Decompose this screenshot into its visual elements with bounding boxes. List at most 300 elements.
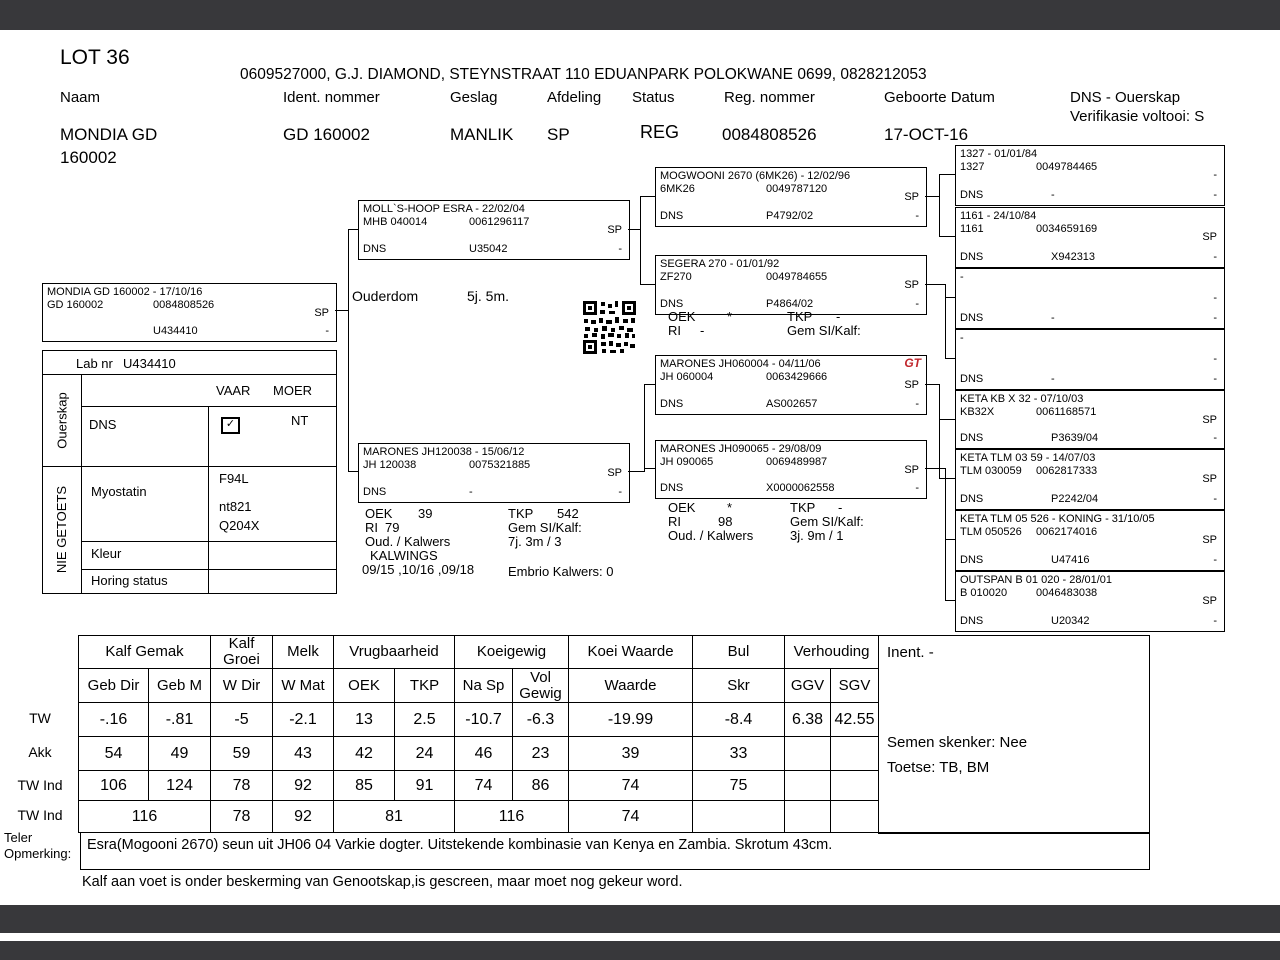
ebv-col-header: TKP [395, 669, 455, 703]
ebv-col-header: Skr [693, 669, 785, 703]
ebv-value-cell: 42.55 [831, 703, 879, 737]
ebv-value-cell: 106 [79, 771, 149, 801]
animal-section: SP [1202, 534, 1217, 546]
dash: - [915, 298, 919, 311]
ebv-group-header: Verhouding [785, 636, 879, 669]
dash: - [325, 325, 329, 338]
ebv-value-cell: 2.5 [395, 703, 455, 737]
animal-section: SP [1202, 231, 1217, 243]
ebv-value-cell: 54 [79, 737, 149, 771]
table-row [79, 737, 879, 771]
animal-section: SP [607, 224, 622, 236]
dns-value: - [469, 486, 473, 499]
ebv-row-label-twind: TW Ind [17, 777, 63, 793]
dns-row-label: DNS [89, 417, 117, 432]
ebv-value-cell: -10.7 [455, 703, 513, 737]
ebv-value-cell: 116 [79, 801, 211, 833]
pedigree-connector-line [349, 471, 358, 472]
pedigree-connector-line [348, 229, 349, 472]
dns-value: X942313 [1051, 251, 1096, 264]
dns-value: P2242/04 [1051, 493, 1099, 506]
ebv-value-cell: 78 [211, 801, 273, 833]
status-value: REG [640, 122, 680, 142]
side-info-panel [878, 635, 1150, 834]
gp4-tkp-label: TKP [790, 500, 816, 515]
geboorte-label: Geboorte Datum [884, 89, 995, 106]
dam-oek-value: 39 [418, 506, 433, 521]
table-row [79, 669, 879, 703]
check-icon: ✓ [225, 418, 236, 430]
reg-value: 0084808526 [722, 125, 817, 144]
teler-label-line2: Opmerking: [4, 846, 72, 862]
gp4-ri-value: 98 [718, 514, 733, 529]
animal-id: GD 160002 [47, 299, 104, 311]
dash: - [1213, 493, 1217, 506]
pedigree-connector-line [940, 419, 955, 420]
lot-number: LOT 36 [60, 46, 130, 69]
pedigree-connector-line [945, 468, 946, 601]
ebv-value-cell: 74 [569, 771, 693, 801]
lab-nr-value: U434410 [123, 356, 176, 371]
verifikasie-label: Verifikasie voltooi: S [1070, 108, 1205, 125]
afdeling-label: Afdeling [547, 89, 602, 106]
dns-label: DNS [960, 432, 984, 445]
ebv-value-cell: 92 [273, 771, 334, 801]
gp2-tkp-value: - [836, 309, 841, 324]
dns-label: DNS [960, 615, 984, 628]
subject-animal-box [42, 283, 337, 342]
ebv-value-cell: -19.99 [569, 703, 693, 737]
animal-id: TLM 050526 [960, 526, 1022, 538]
ggp-box-6 [955, 449, 1225, 510]
pedigree-connector-line [628, 471, 644, 472]
ggp-box-4 [955, 329, 1225, 390]
animal-reg-number: 0062817333 [1036, 465, 1098, 477]
pedigree-connector-line [335, 310, 348, 311]
ouderdom-label: Ouderdom [352, 288, 419, 304]
ebv-value-cell: 24 [395, 737, 455, 771]
nie-getoets-text: NIE GETOETS [54, 485, 70, 574]
ouerskap-text: Ouerskap [54, 391, 70, 449]
gp2-gem-label: Gem SI/Kalf: [787, 323, 861, 338]
ebv-col-header: Waarde [569, 669, 693, 703]
ebv-value-cell: -.16 [79, 703, 149, 737]
ebv-value-cell [831, 737, 879, 771]
pedigree-connector-line [640, 196, 641, 285]
pedigree-connector-line [946, 600, 955, 601]
table-row [79, 703, 879, 737]
table-row [79, 801, 879, 833]
gp2-ri-label: RI [668, 323, 681, 338]
animal-section: SP [904, 191, 919, 203]
dns-value: - [1051, 312, 1055, 325]
dam-ri-label: RI [365, 520, 378, 535]
pedigree-connector-line [925, 196, 939, 197]
gp2-oek-value: * [727, 309, 733, 324]
animal-title: MARONES JH120038 - 15/06/12 [363, 446, 525, 458]
pedigree-connector-line [940, 174, 955, 175]
dns-value: P4864/02 [766, 298, 814, 311]
afdeling-value: SP [547, 125, 570, 144]
geboorte-value: 17-OCT-16 [884, 125, 969, 144]
dam-embrio-note: Embrio Kalwers: 0 [508, 564, 614, 579]
dna-lab-table [42, 350, 337, 594]
ebv-value-cell: 124 [149, 771, 211, 801]
ouerskap-section-label [43, 374, 81, 466]
pedigree-connector-line [945, 284, 946, 359]
ebv-col-header: Geb M [149, 669, 211, 703]
ebv-value-cell: 42 [334, 737, 395, 771]
pedigree-connector-line [946, 297, 955, 298]
dns-label: DNS [960, 251, 984, 264]
pedigree-connector-line [940, 236, 955, 237]
ebv-group-header: Koei Waarde [569, 636, 693, 669]
naam-value-2: 160002 [60, 148, 117, 167]
ggp-box-2 [955, 207, 1225, 268]
dash: - [915, 482, 919, 495]
ebv-row-label-akk: Akk [28, 744, 52, 760]
ggp-box-7 [955, 510, 1225, 571]
table-row [79, 636, 879, 669]
animal-title: OUTSPAN B 01 020 - 28/01/01 [960, 574, 1113, 586]
ebv-row-label-tw: TW [29, 710, 51, 726]
dns-label: DNS [660, 398, 684, 411]
dash: - [1213, 189, 1217, 202]
ebv-value-cell: 59 [211, 737, 273, 771]
ebv-value-cell: 116 [455, 801, 569, 833]
ebv-value-cell: 92 [273, 801, 334, 833]
dns-value: U47416 [1051, 554, 1090, 567]
dns-value: AS002657 [766, 398, 818, 411]
animal-reg-number: 0063429666 [766, 371, 828, 383]
animal-reg-number: 0062174016 [1036, 526, 1098, 538]
animal-section: SP [1202, 595, 1217, 607]
dam-tkp-label: TKP [508, 506, 534, 521]
ebv-value-cell: -8.4 [693, 703, 785, 737]
ebv-value-cell: 91 [395, 771, 455, 801]
ebv-group-header: Melk [273, 636, 334, 669]
ebv-value-cell: 43 [273, 737, 334, 771]
animal-id: B 010020 [960, 587, 1008, 599]
animal-section: SP [904, 464, 919, 476]
animal-id: ZF270 [660, 271, 692, 283]
inent-label: Inent. - [887, 644, 934, 661]
sire-box [358, 200, 630, 260]
gt-brand-icon: GT [904, 356, 921, 370]
dns-label: DNS [960, 189, 984, 202]
dash: - [1213, 554, 1217, 567]
animal-reg-number: 0061296117 [469, 216, 530, 228]
dns-value: - [1051, 373, 1055, 386]
dash: - [1213, 312, 1217, 325]
kleur-label: Kleur [91, 546, 122, 561]
geslag-label: Geslag [450, 89, 498, 106]
ebv-col-header: SGV [831, 669, 879, 703]
ebv-value-cell: 33 [693, 737, 785, 771]
gp-box-dam-sire [655, 355, 927, 415]
gp-box-sire-sire [655, 167, 927, 227]
pedigree-connector-line [641, 284, 655, 285]
semen-skenker-label: Semen skenker: Nee [887, 734, 1028, 751]
dns-value: U20342 [1051, 615, 1090, 628]
ebv-value-cell: 74 [569, 801, 693, 833]
dns-label: DNS [960, 554, 984, 567]
pedigree-connector-line [946, 539, 955, 540]
gp4-oek-label: OEK [668, 500, 696, 515]
top-bar [0, 0, 1280, 30]
animal-section: SP [904, 279, 919, 291]
dns-value: P3639/04 [1051, 432, 1099, 445]
pedigree-connector-line [939, 174, 940, 237]
dns-label: DNS [660, 298, 684, 311]
animal-id: TLM 030059 [960, 465, 1022, 477]
ebv-value-cell: 6.38 [785, 703, 831, 737]
ebv-value-cell: 85 [334, 771, 395, 801]
animal-id: JH 120038 [363, 459, 417, 471]
gp2-ri-value: - [700, 323, 705, 338]
ebv-table [78, 635, 879, 833]
animal-section: SP [904, 379, 919, 391]
animal-reg-number: 0061168571 [1036, 406, 1097, 418]
ebv-value-cell: 46 [455, 737, 513, 771]
ebv-col-header: Na Sp [455, 669, 513, 703]
bottom-note: Kalf aan voet is onder beskerming van Genootskap,is gescreen, maar moet nog gekeur word. [82, 874, 683, 890]
ggp-box-1 [955, 145, 1225, 206]
dns-value: P4792/02 [766, 210, 814, 223]
ebv-value-cell: -.81 [149, 703, 211, 737]
animal-title: MOGWOONI 2670 (6MK26) - 12/02/96 [660, 170, 851, 182]
animal-reg-number: 0034659169 [1036, 223, 1098, 235]
dam-gem-value: 7j. 3m / 3 [508, 534, 562, 549]
animal-section: SP [607, 467, 622, 479]
ebv-group-header: Vrugbaarheid [334, 636, 455, 669]
ebv-value-cell: 86 [513, 771, 569, 801]
animal-section: SP [1202, 473, 1217, 485]
ebv-value-cell: -6.3 [513, 703, 569, 737]
animal-title: MOLL`S-HOOP ESRA - 22/02/04 [363, 203, 525, 215]
animal-title: 1327 - 01/01/84 [960, 148, 1038, 160]
animal-id: 6MK26 [660, 183, 695, 195]
animal-title: 1161 - 24/10/84 [960, 210, 1037, 222]
dns-label: DNS [960, 493, 984, 506]
ebv-col-header: Geb Dir [79, 669, 149, 703]
animal-title: - [960, 332, 964, 344]
ebv-col-header: Vol Gewig [513, 669, 569, 703]
dns-value: X0000062558 [766, 482, 835, 495]
animal-title: KETA TLM 05 526 - KONING - 31/10/05 [960, 513, 1155, 525]
pedigree-connector-line [349, 229, 358, 230]
pedigree-connector-line [940, 478, 955, 479]
ebv-value-cell: -5 [211, 703, 273, 737]
gp4-oud-label: Oud. / Kalwers [668, 528, 754, 543]
animal-section: SP [1202, 414, 1217, 426]
animal-section: SP [314, 307, 329, 319]
teler-remark-text: Esra(Mogooni 2670) seun uit JH06 04 Varkie dogter. Uitstekende kombinasie van Kenya en Zambia. Skrotum 43cm. [87, 837, 833, 853]
dam-kalwings-dates: 09/15 ,10/16 ,09/18 [362, 562, 475, 577]
gp4-gem-label: Gem SI/Kalf: [790, 514, 864, 529]
animal-title: KETA KB X 32 - 07/10/03 [960, 393, 1084, 405]
gp4-oud-value: 3j. 9m / 1 [790, 528, 844, 543]
ebv-group-header: Koeigewig [455, 636, 569, 669]
animal-lab-number: U434410 [153, 325, 198, 338]
gp4-oek-value: * [727, 500, 733, 515]
table-row [79, 771, 879, 801]
ident-label: Ident. nommer [283, 89, 380, 106]
animal-reg-number: 0069489987 [766, 456, 828, 468]
pedigree-connector-line [645, 384, 655, 385]
animal-id: JH 090065 [660, 456, 714, 468]
animal-section: - [1213, 292, 1217, 304]
ggp-box-5 [955, 390, 1225, 449]
myostatin-label: Myostatin [91, 484, 147, 499]
gp2-oek-label: OEK [668, 309, 696, 324]
status-label: Status [632, 89, 675, 106]
dam-kalwings-label: KALWINGS [370, 548, 438, 563]
ebv-col-header: W Dir [211, 669, 273, 703]
animal-reg-number: 0049787120 [766, 183, 828, 195]
animal-section: - [1213, 353, 1217, 365]
qr-code [582, 300, 637, 355]
animal-title: SEGERA 270 - 01/01/92 [660, 258, 780, 270]
dns-value: - [1051, 189, 1055, 202]
nie-getoets-section-label [43, 466, 81, 593]
pedigree-connector-line [644, 384, 645, 472]
ebv-value-cell: 78 [211, 771, 273, 801]
reg-label: Reg. nommer [724, 89, 815, 106]
ebv-value-cell: 74 [455, 771, 513, 801]
naam-value-1: MONDIA GD [60, 125, 158, 144]
animal-reg-number: 0084808526 [153, 299, 215, 311]
dam-oek-label: OEK [365, 506, 393, 521]
pedigree-connector-line [925, 468, 945, 469]
ebv-value-cell [831, 801, 879, 833]
animal-id: KB32X [960, 406, 995, 418]
dns-label: DNS [660, 210, 684, 223]
pedigree-connector-line [939, 384, 940, 479]
naam-label: Naam [60, 89, 101, 106]
animal-id: MHB 040014 [363, 216, 428, 228]
pedigree-connector-line [645, 468, 655, 469]
geslag-value: MANLIK [450, 125, 514, 144]
animal-section: - [1213, 169, 1217, 181]
dam-ri-value: 79 [385, 520, 400, 535]
animal-reg-number: 0075321885 [469, 459, 531, 471]
bottom-bar-lower [0, 941, 1280, 960]
ebv-col-header: OEK [334, 669, 395, 703]
dns-value: U35042 [469, 243, 508, 256]
dns-label: DNS [660, 482, 684, 495]
ebv-value-cell: 39 [569, 737, 693, 771]
ebv-value-cell: 81 [334, 801, 455, 833]
dam-gem-label: Gem SI/Kalf: [508, 520, 582, 535]
animal-reg-number: 0049784465 [1036, 161, 1098, 173]
animal-title: MARONES JH060004 - 04/11/06 [660, 358, 821, 370]
ebv-value-cell: 13 [334, 703, 395, 737]
gp-box-sire-dam [655, 255, 927, 315]
ebv-group-header: Kalf Groei [211, 636, 273, 669]
ebv-col-header: GGV [785, 669, 831, 703]
teler-remark-box [80, 832, 1150, 870]
dns-label: DNS [363, 486, 387, 499]
ebv-value-cell: 49 [149, 737, 211, 771]
dash: - [1213, 432, 1217, 445]
myostatin-value-1: F94L [219, 471, 249, 486]
animal-id: 1161 [960, 223, 984, 235]
dns-label: DNS [363, 243, 387, 256]
lab-nr-label: Lab nr [76, 356, 113, 371]
dash: - [618, 486, 622, 499]
dns-ouerskap-label: DNS - Ouerskap [1070, 89, 1181, 106]
pedigree-connector-line [946, 358, 955, 359]
ebv-group-header: Kalf Gemak [79, 636, 211, 669]
pedigree-connector-line [925, 284, 945, 285]
ebv-value-cell: -2.1 [273, 703, 334, 737]
vaar-column-header: VAAR [216, 383, 251, 398]
ident-value: GD 160002 [283, 125, 370, 144]
ebv-col-header: W Mat [273, 669, 334, 703]
pedigree-connector-line [628, 229, 640, 230]
breeder-address: 0609527000, G.J. DIAMOND, STEYNSTRAAT 110 EDUANPARK POLOKWANE 0699, 0828212053 [240, 66, 927, 83]
ouderdom-value: 5j. 5m. [467, 288, 510, 304]
myostatin-value-3: Q204X [219, 518, 260, 533]
animal-id: JH 060004 [660, 371, 714, 383]
animal-title: KETA TLM 03 59 - 14/07/03 [960, 452, 1096, 464]
animal-title: MARONES JH090065 - 29/08/09 [660, 443, 822, 455]
horing-status-label: Horing status [91, 573, 168, 588]
pedigree-connector-line [925, 384, 939, 385]
dam-oud-label: Oud. / Kalwers [365, 534, 451, 549]
dns-label: DNS [960, 312, 984, 325]
ggp-box-3 [955, 268, 1225, 329]
animal-id: 1327 [960, 161, 985, 173]
dns-moer-value: NT [291, 413, 309, 428]
animal-title: MONDIA GD 160002 - 17/10/16 [47, 286, 203, 298]
animal-reg-number: 0046483038 [1036, 587, 1098, 599]
ebv-value-cell [785, 801, 831, 833]
moer-column-header: MOER [273, 383, 312, 398]
ebv-value-cell: 23 [513, 737, 569, 771]
gp-box-dam-dam [655, 440, 927, 499]
dash: - [1213, 251, 1217, 264]
dash: - [915, 398, 919, 411]
dam-tkp-value: 542 [557, 506, 579, 521]
ebv-row-label-twind2: TW Ind [17, 807, 63, 823]
gp4-ri-label: RI [668, 514, 681, 529]
dns-label: DNS [960, 373, 984, 386]
pedigree-connector-line [641, 196, 655, 197]
ebv-value-cell: 75 [693, 771, 785, 801]
toetse-label: Toetse: TB, BM [887, 759, 990, 776]
ebv-value-cell [693, 801, 785, 833]
teler-opmerking-label [4, 830, 71, 863]
ebv-value-cell [785, 771, 831, 801]
dash: - [1213, 373, 1217, 386]
teler-label-line1: Teler [4, 830, 33, 845]
dash: - [618, 243, 622, 256]
animal-title: - [960, 271, 964, 283]
ebv-value-cell [785, 737, 831, 771]
bottom-bar-upper [0, 905, 1280, 933]
ggp-box-8 [955, 571, 1225, 632]
myostatin-value-2: nt821 [219, 499, 252, 514]
gp4-tkp-value: - [838, 500, 843, 515]
dam-box [358, 443, 630, 503]
ebv-group-header: Bul [693, 636, 785, 669]
ebv-value-cell [831, 771, 879, 801]
animal-reg-number: 0049784655 [766, 271, 828, 283]
dash: - [1213, 615, 1217, 628]
gp2-tkp-label: TKP [787, 309, 813, 324]
